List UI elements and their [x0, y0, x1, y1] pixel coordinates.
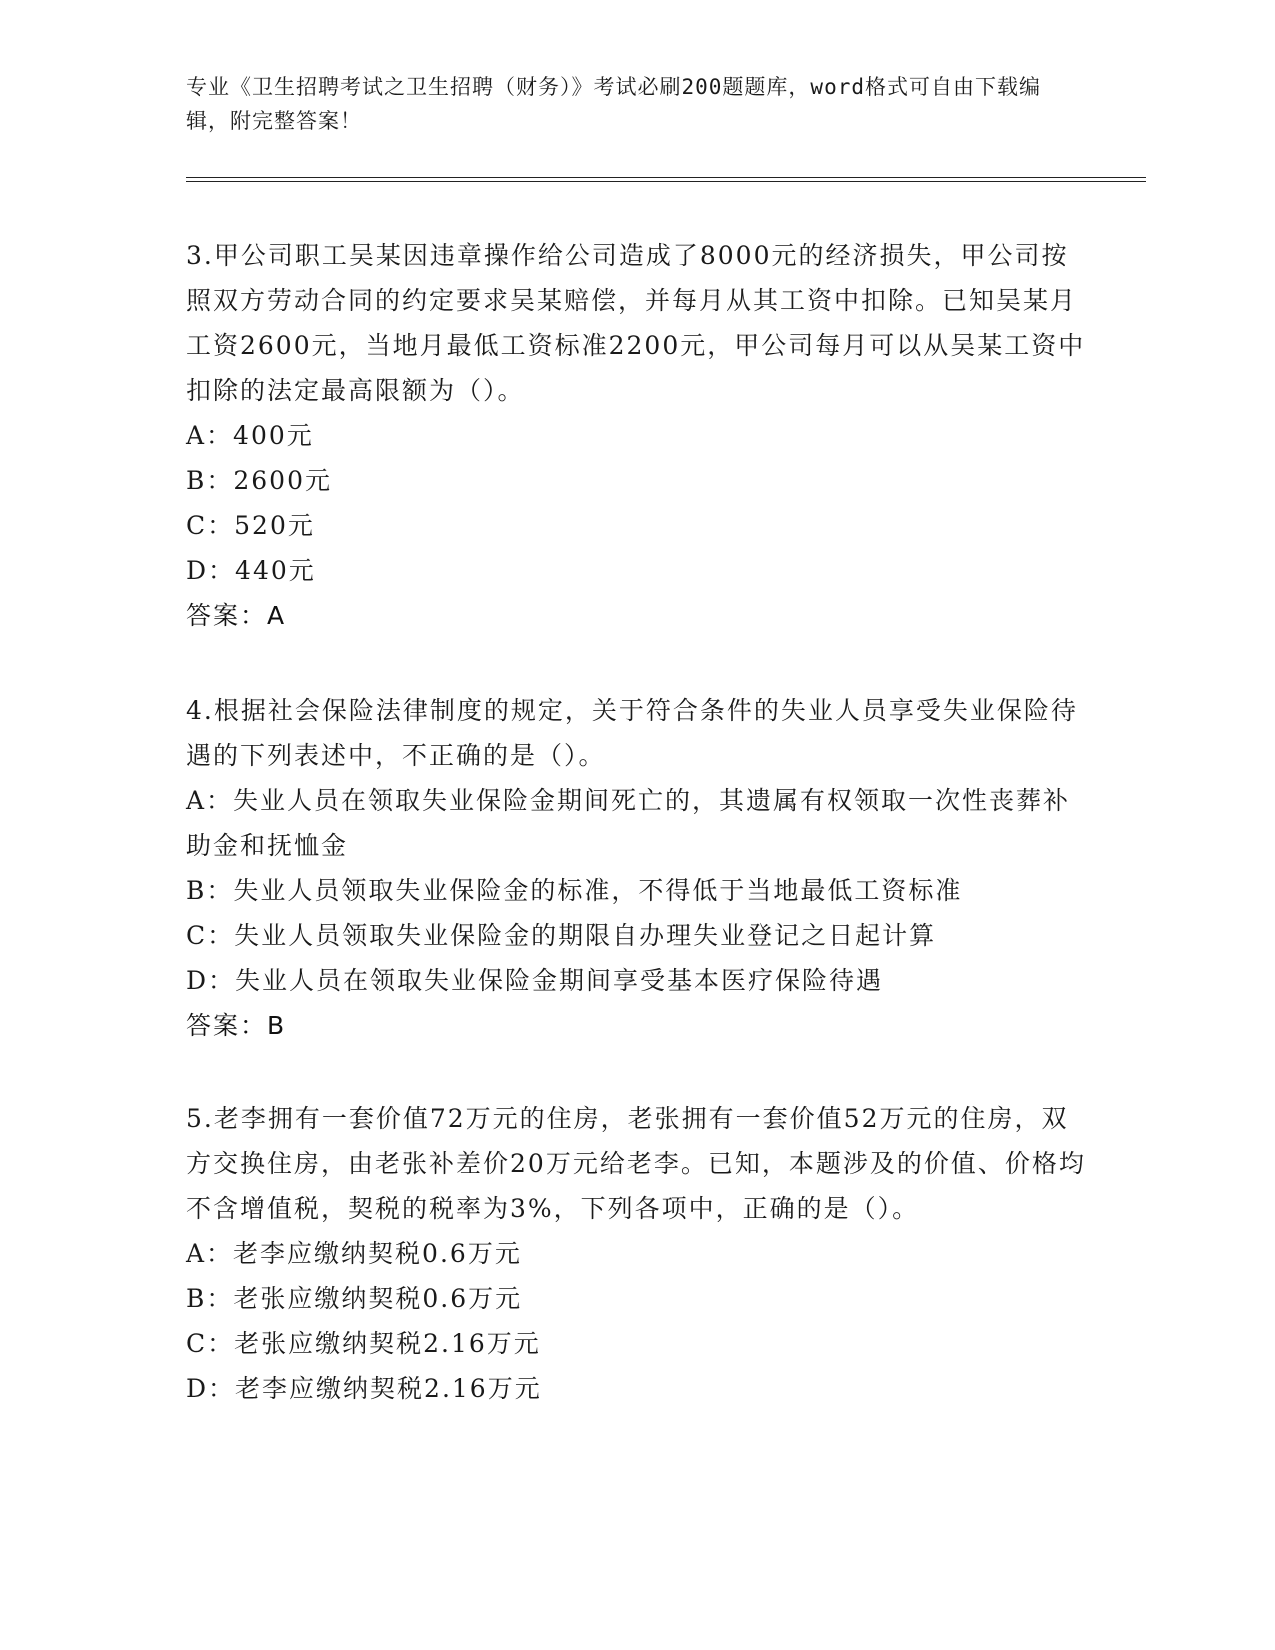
question-stem: 5.老李拥有一套价值72万元的住房，老张拥有一套价值52万元的住房，双方交换住房，由老张补差价20万元给老李。已知，本题涉及的价值、价格均不含增值税，契税的税率为3%，下列各项中，正确的是（）。 — [186, 1104, 1086, 1223]
option-d: D：失业人员在领取失业保险金期间享受基本医疗保险待遇 — [186, 966, 884, 995]
option-c: C：失业人员领取失业保险金的期限自办理失业登记之日起计算 — [186, 921, 937, 950]
option-b: B：2600元 — [186, 466, 332, 495]
question-5 — [186, 1096, 1086, 1411]
answer: 答案：A — [186, 601, 287, 630]
option-a: A：老李应缴纳契税0.6万元 — [186, 1239, 522, 1268]
option-a: A：失业人员在领取失业保险金期间死亡的，其遗属有权领取一次性丧葬补助金和抚恤金 — [186, 786, 1071, 860]
option-a: A：400元 — [186, 421, 314, 450]
question-stem: 3.甲公司职工吴某因违章操作给公司造成了8000元的经济损失，甲公司按照双方劳动合同的约定要求吴某赔偿，并每月从其工资中扣除。已知吴某月工资2600元，当地月最低工资标准2200元，甲公司每月可以从吴某工资中扣除的法定最高限额为（）。 — [186, 241, 1086, 405]
question-3 — [186, 233, 1086, 638]
header-divider — [186, 177, 1146, 178]
option-c: C：老张应缴纳契税2.16万元 — [186, 1329, 541, 1358]
document-header: 专业《卫生招聘考试之卫生招聘（财务）》考试必刷200题题库，word格式可自由下载编辑，附完整答案！ — [186, 75, 1041, 133]
header-divider-double — [186, 181, 1146, 182]
option-b: B：老张应缴纳契税0.6万元 — [186, 1284, 523, 1313]
question-4 — [186, 688, 1086, 1048]
option-b: B：失业人员领取失业保险金的标准，不得低于当地最低工资标准 — [186, 876, 963, 905]
option-d: D：440元 — [186, 556, 316, 585]
option-d: D：老李应缴纳契税2.16万元 — [186, 1374, 542, 1403]
question-stem: 4.根据社会保险法律制度的规定，关于符合条件的失业人员享受失业保险待遇的下列表述中，不正确的是（）。 — [186, 696, 1078, 770]
option-c: C：520元 — [186, 511, 315, 540]
answer: 答案：B — [186, 1011, 287, 1040]
